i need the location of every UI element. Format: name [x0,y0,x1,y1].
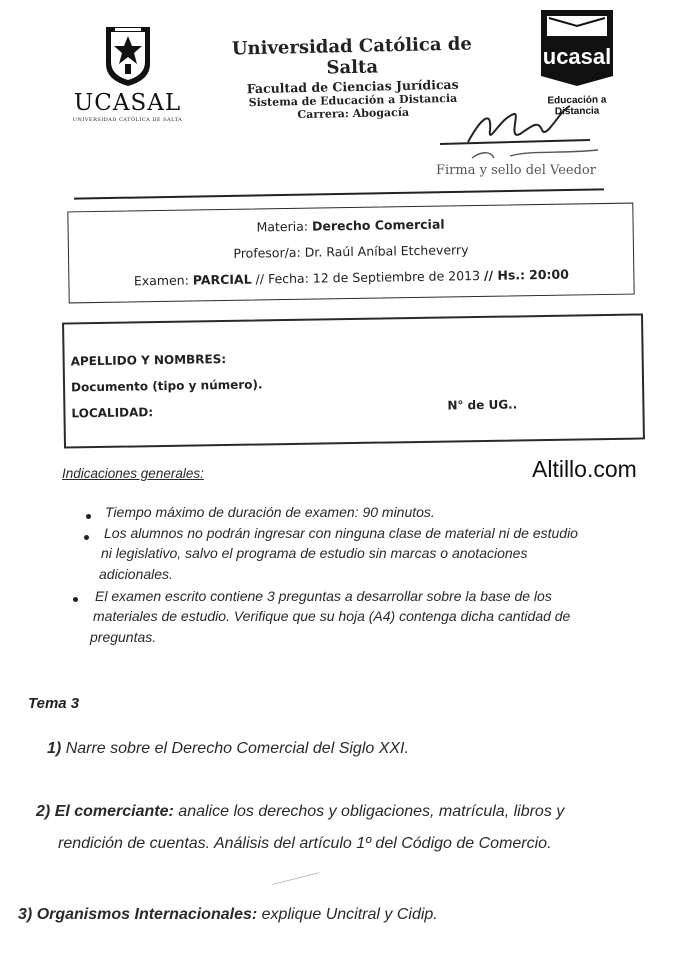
time-value: 20:00 [528,266,569,283]
handwritten-signature [420,100,620,172]
indication-2-line-1: Los alumnos no podrán ingresar con ninguna clase de material ni de estudio [104,525,578,541]
logo-right-tag: Educación a Distancia [547,94,607,118]
subject-line [68,214,632,238]
bullet-icon [86,514,91,519]
question-3-number: 3) [18,906,33,923]
question-1-text: Narre sobre el Derecho Comercial del Siglo XXI. [65,740,409,757]
logo-right-word: ucasal [542,44,612,69]
date-label: // Fecha: [255,270,309,287]
question-2-number: 2) [36,803,51,820]
question-1 [47,740,409,758]
indication-2-line-2: ni legislativo, salvo el programa de estudio sin marcas o anotaciones [101,545,528,561]
signature-label: Firma y sello del Veedor [436,163,596,178]
indication-1-line-1: Tiempo máximo de duración de examen: 90 minutos. [105,504,435,520]
subject-value: Derecho Comercial [311,216,445,234]
faculty-name: Facultad de Ciencias Jurídicas [246,76,459,97]
ug-field-label[interactable]: N° de UG.. [447,397,518,413]
name-field-label[interactable]: APELLIDO Y NOMBRES: [70,351,227,369]
topic-title: Tema 3 [28,695,80,712]
question-3-text: explique Uncitral y Cidip. [261,906,438,923]
indication-3-line-3: preguntas. [90,629,157,645]
indications-title: Indicaciones generales: [62,466,204,481]
subject-label: Materia: [256,218,309,235]
exam-line [69,266,633,290]
book-logo-icon [535,6,619,88]
exam-info-box [67,203,634,304]
student-fields-box [62,313,645,448]
crest-icon [103,24,153,88]
question-2-lead: El comerciante: [54,803,174,820]
career-name: Carrera: Abogacía [297,105,410,122]
university-name: Universidad Católica de Salta [231,33,473,79]
locality-field-label[interactable]: LOCALIDAD: [71,405,154,421]
time-label: // Hs.: [483,267,526,283]
question-3 [18,906,438,924]
header-divider [74,188,604,199]
question-2 [36,803,564,821]
question-3-lead: Organismos Internacionales: [36,906,258,923]
document-field-label[interactable]: Documento (tipo y número). [70,377,263,395]
altillo-watermark: Altillo.com [532,456,637,482]
logo-left-word: UCASAL [73,90,182,116]
indication-3-line-2: materiales de estudio. Verifique que su hoja (A4) contenga dicha cantidad de [93,608,571,624]
question-1-number: 1) [47,740,62,757]
professor-value: Dr. Raúl Aníbal Etcheverry [304,242,469,260]
date-value: 12 de Septiembre de 2013 [312,267,481,286]
question-2-text-line-1: analice los derechos y obligaciones, matrícula, libros y [178,803,565,820]
bullet-icon [73,597,78,602]
professor-line [69,240,633,264]
exam-label: Examen: [133,272,189,289]
logo-left-subtitle: UNIVERSIDAD CATÓLICA DE SALTA [72,117,183,123]
ucasal-crest-logo [70,24,185,123]
indication-3-line-1: El examen escrito contiene 3 preguntas a desarrollar sobre la base de los [95,588,552,604]
bullet-icon [84,535,89,540]
stray-mark [273,872,320,885]
professor-label: Profesor/a: [233,244,301,261]
exam-type: PARCIAL [192,271,252,288]
indication-2-line-3: adicionales. [99,566,173,582]
question-2-line-2: rendición de cuentas. Análisis del artículo 1º del Código de Comercio. [58,835,552,852]
system-name: Sistema de Educación a Distancia [248,91,458,110]
